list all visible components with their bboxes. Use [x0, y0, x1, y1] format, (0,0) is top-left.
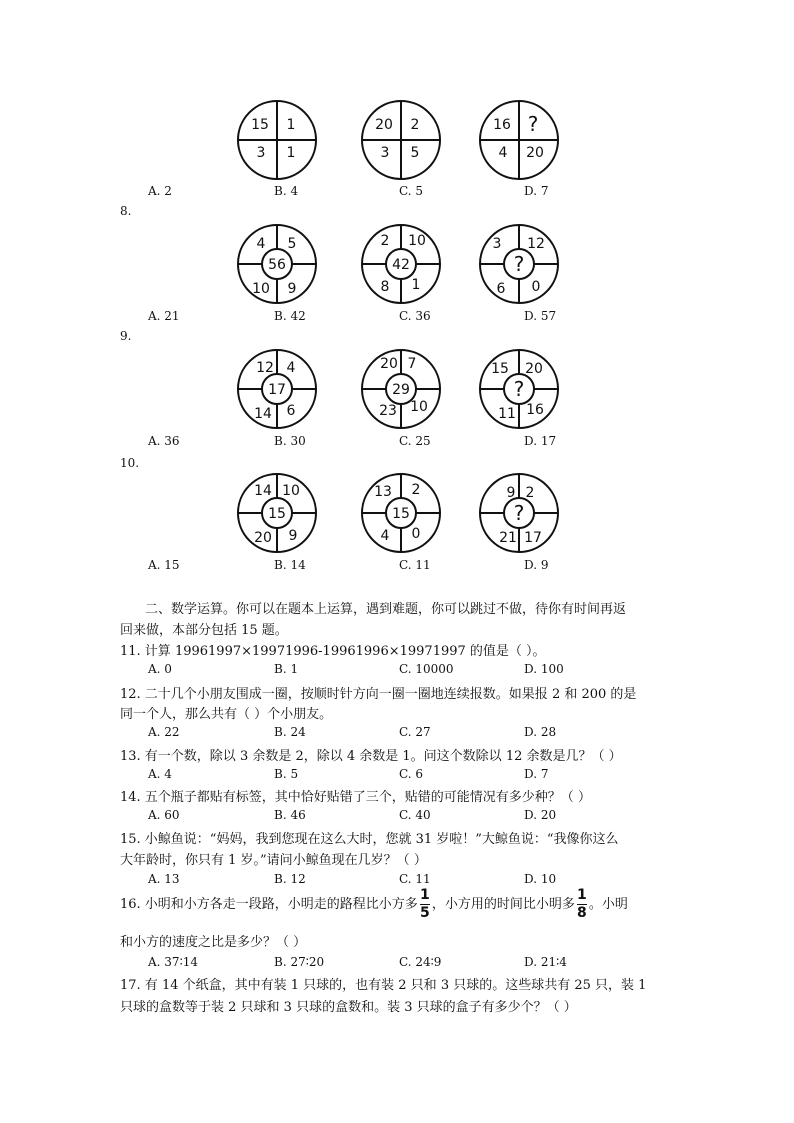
q7-option-c[interactable]: C. 5: [399, 184, 424, 198]
cell-tl: 15: [491, 361, 509, 377]
cell-br: 17: [524, 530, 542, 546]
q13-option-b[interactable]: B. 5: [274, 767, 299, 781]
cell-bl: 3: [256, 145, 266, 161]
cell-br: 0: [411, 526, 421, 542]
cell-bl: 3: [380, 145, 390, 161]
q13-option-c[interactable]: C. 6: [399, 767, 424, 781]
q16-part2: ，小方用的时间比小明多: [431, 897, 575, 912]
cell-tl: 20: [375, 117, 393, 133]
q14-option-c[interactable]: C. 40: [399, 808, 431, 822]
q12-option-c[interactable]: C. 27: [399, 725, 431, 739]
cell-center: ?: [513, 252, 525, 276]
q14-option-a[interactable]: A. 60: [148, 808, 180, 822]
cell-center: 17: [268, 382, 286, 398]
q10-number: 10.: [120, 456, 140, 470]
cell-bl: 8: [380, 279, 390, 295]
section2-intro-line2: 回来做，本部分包括 15 题。: [120, 623, 288, 638]
cell-tr: 7: [407, 356, 417, 372]
cell-bl: 21: [499, 530, 517, 546]
q16-part1: 16. 小明和小方各走一段路，小明走的路程比小方多: [120, 897, 418, 912]
cell-tl: 3: [492, 236, 502, 252]
q9-figure-3: [478, 348, 560, 430]
q14-text: 14. 五个瓶子都贴有标签，其中恰好贴错了三个，贴错的可能情况有多少种？（ ）: [120, 790, 591, 805]
q13-option-d[interactable]: D. 7: [524, 767, 549, 781]
q8-figure-3: [478, 223, 560, 305]
cell-tl: 13: [374, 484, 392, 500]
q8-option-b[interactable]: B. 42: [274, 309, 306, 323]
cell-br: 1: [411, 277, 421, 293]
cell-center: 15: [268, 506, 286, 522]
cell-tl: 12: [256, 360, 274, 376]
cell-tl: 20: [380, 356, 398, 372]
cell-br: 0: [531, 279, 541, 295]
q15-option-d[interactable]: D. 10: [524, 872, 557, 886]
q10-option-a[interactable]: A. 15: [148, 558, 180, 572]
q9-figure-2: [360, 348, 442, 430]
q12-option-d[interactable]: D. 28: [524, 725, 557, 739]
cell-tr: 10: [282, 483, 300, 499]
q10-figure-1: [236, 472, 318, 554]
q15-text-line1: 15. 小鲸鱼说：“妈妈，我到您现在这么大时，您就 31 岁啦！”大鲸鱼说：“我像你这么: [120, 832, 619, 847]
cell-tr: 4: [286, 360, 296, 376]
cell-center: 42: [392, 257, 410, 273]
q11-option-c[interactable]: C. 10000: [399, 662, 454, 676]
cell-center: 56: [268, 257, 286, 273]
q16-option-d[interactable]: D. 21∶4: [524, 955, 567, 969]
q8-option-c[interactable]: C. 36: [399, 309, 431, 323]
q8-figure-1: [236, 223, 318, 305]
cell-tr: 20: [525, 361, 543, 377]
cell-br: 5: [410, 145, 420, 161]
q10-option-d[interactable]: D. 9: [524, 558, 549, 572]
cell-center: 29: [392, 382, 410, 398]
q12-option-b[interactable]: B. 24: [274, 725, 306, 739]
cell-tr: 12: [527, 236, 545, 252]
q17-text-line2: 只球的盒数等于装 2 只球和 3 只球的盒数和。装 3 只球的盒子有多少个？（ ）: [120, 1000, 577, 1015]
q11-option-d[interactable]: D. 100: [524, 662, 564, 676]
q15-option-a[interactable]: A. 13: [148, 872, 180, 886]
cell-tl: 9: [506, 485, 516, 501]
cell-bl: 10: [252, 281, 270, 297]
cell-br: 1: [286, 145, 296, 161]
fraction-numerator: 1: [576, 887, 587, 903]
q9-option-c[interactable]: C. 25: [399, 434, 431, 448]
cell-br: 9: [288, 528, 298, 544]
fraction-numerator: 1: [419, 887, 430, 903]
cell-br: 16: [526, 402, 544, 418]
cell-tl: 2: [380, 233, 390, 249]
cell-br: 10: [410, 399, 428, 415]
q16-option-a[interactable]: A. 37∶14: [148, 955, 198, 969]
q8-option-d[interactable]: D. 57: [524, 309, 557, 323]
cell-bl: 23: [379, 403, 397, 419]
cell-center: ?: [513, 377, 525, 401]
q10-option-c[interactable]: C. 11: [399, 558, 431, 572]
q8-option-a[interactable]: A. 21: [148, 309, 180, 323]
q14-option-b[interactable]: B. 46: [274, 808, 306, 822]
q16-option-c[interactable]: C. 24∶9: [399, 955, 442, 969]
cell-tr: 2: [411, 482, 421, 498]
q14-option-d[interactable]: D. 20: [524, 808, 557, 822]
q9-option-a[interactable]: A. 36: [148, 434, 180, 448]
q9-number: 9.: [120, 329, 132, 343]
q12-text-line1: 12. 二十几个小朋友围成一圈，按顺时针方向一圈一圈地连续报数。如果报 2 和 200 的是: [120, 687, 637, 702]
fraction-one-eighth: [577, 888, 587, 921]
cell-tl: 4: [256, 236, 266, 252]
q11-text: 11. 计算 19961997×19971996-19961996×19971997 的值是（ ）。: [120, 644, 546, 659]
q13-option-a[interactable]: A. 4: [148, 767, 172, 781]
q13-text: 13. 有一个数，除以 3 余数是 2，除以 4 余数是 1。问这个数除以 12 余数是几？（ ）: [120, 749, 622, 764]
cell-center: 15: [392, 506, 410, 522]
cell-br: 9: [287, 281, 297, 297]
cell-bl: 4: [380, 528, 390, 544]
q10-option-b[interactable]: B. 14: [274, 558, 306, 572]
cell-bl: 4: [498, 145, 508, 161]
q11-option-b[interactable]: B. 1: [274, 662, 299, 676]
q17-text-line1: 17. 有 14 个纸盒，其中有装 1 只球的，也有装 2 只和 3 只球的。这些球共有 25 只，装 1: [120, 978, 647, 993]
section2-intro-line1: 二、数学运算。你可以在题本上运算，遇到难题，你可以跳过不做，待你有时间再返: [145, 602, 627, 617]
q12-text-line2: 同一个人，那么共有（ ）个小朋友。: [120, 707, 333, 722]
fraction-denominator: 8: [576, 905, 587, 921]
q8-figure-2: [360, 223, 442, 305]
fraction-one-fifth: [420, 888, 430, 921]
q16-text-line1: [120, 888, 628, 921]
cell-center: ?: [513, 501, 525, 525]
cell-bl: 14: [254, 406, 272, 422]
q9-option-d[interactable]: D. 17: [524, 434, 557, 448]
q9-figure-1: [236, 348, 318, 430]
cell-tl: 16: [493, 117, 511, 133]
q7-option-b[interactable]: B. 4: [274, 184, 299, 198]
cell-tr: 2: [410, 117, 420, 133]
q15-option-c[interactable]: C. 11: [399, 872, 431, 886]
q16-part3: 。小明: [588, 897, 628, 912]
cell-tr: 2: [525, 485, 535, 501]
q8-number: 8.: [120, 204, 132, 218]
cell-bl: 6: [496, 281, 506, 297]
q15-option-b[interactable]: B. 12: [274, 872, 306, 886]
q9-option-b[interactable]: B. 30: [274, 434, 306, 448]
cell-tr: 1: [286, 117, 296, 133]
q16-text-line2: 和小方的速度之比是多少？（ ）: [120, 935, 307, 950]
q10-figure-2: [360, 472, 442, 554]
q12-option-a[interactable]: A. 22: [148, 725, 180, 739]
q7-figure-3: [478, 99, 560, 181]
q7-figure-1: [236, 99, 318, 181]
q15-text-line2: 大年龄时，你只有 1 岁。”请问小鲸鱼现在几岁？（ ）: [120, 853, 427, 868]
fraction-denominator: 5: [419, 905, 430, 921]
q11-option-a[interactable]: A. 0: [148, 662, 172, 676]
q10-figure-3: [478, 472, 560, 554]
cell-tr: ?: [527, 112, 539, 136]
cell-tl: 15: [251, 117, 269, 133]
cell-br: 6: [286, 403, 296, 419]
cell-bl: 20: [254, 530, 272, 546]
q16-option-b[interactable]: B. 27∶20: [274, 955, 325, 969]
cell-tr: 10: [408, 233, 426, 249]
q7-option-a[interactable]: A. 2: [148, 184, 172, 198]
cell-bl: 11: [498, 406, 516, 422]
cell-tl: 14: [254, 483, 272, 499]
q7-figure-2: [360, 99, 442, 181]
cell-br: 20: [526, 145, 544, 161]
cell-tr: 5: [287, 236, 297, 252]
q7-option-d[interactable]: D. 7: [524, 184, 549, 198]
